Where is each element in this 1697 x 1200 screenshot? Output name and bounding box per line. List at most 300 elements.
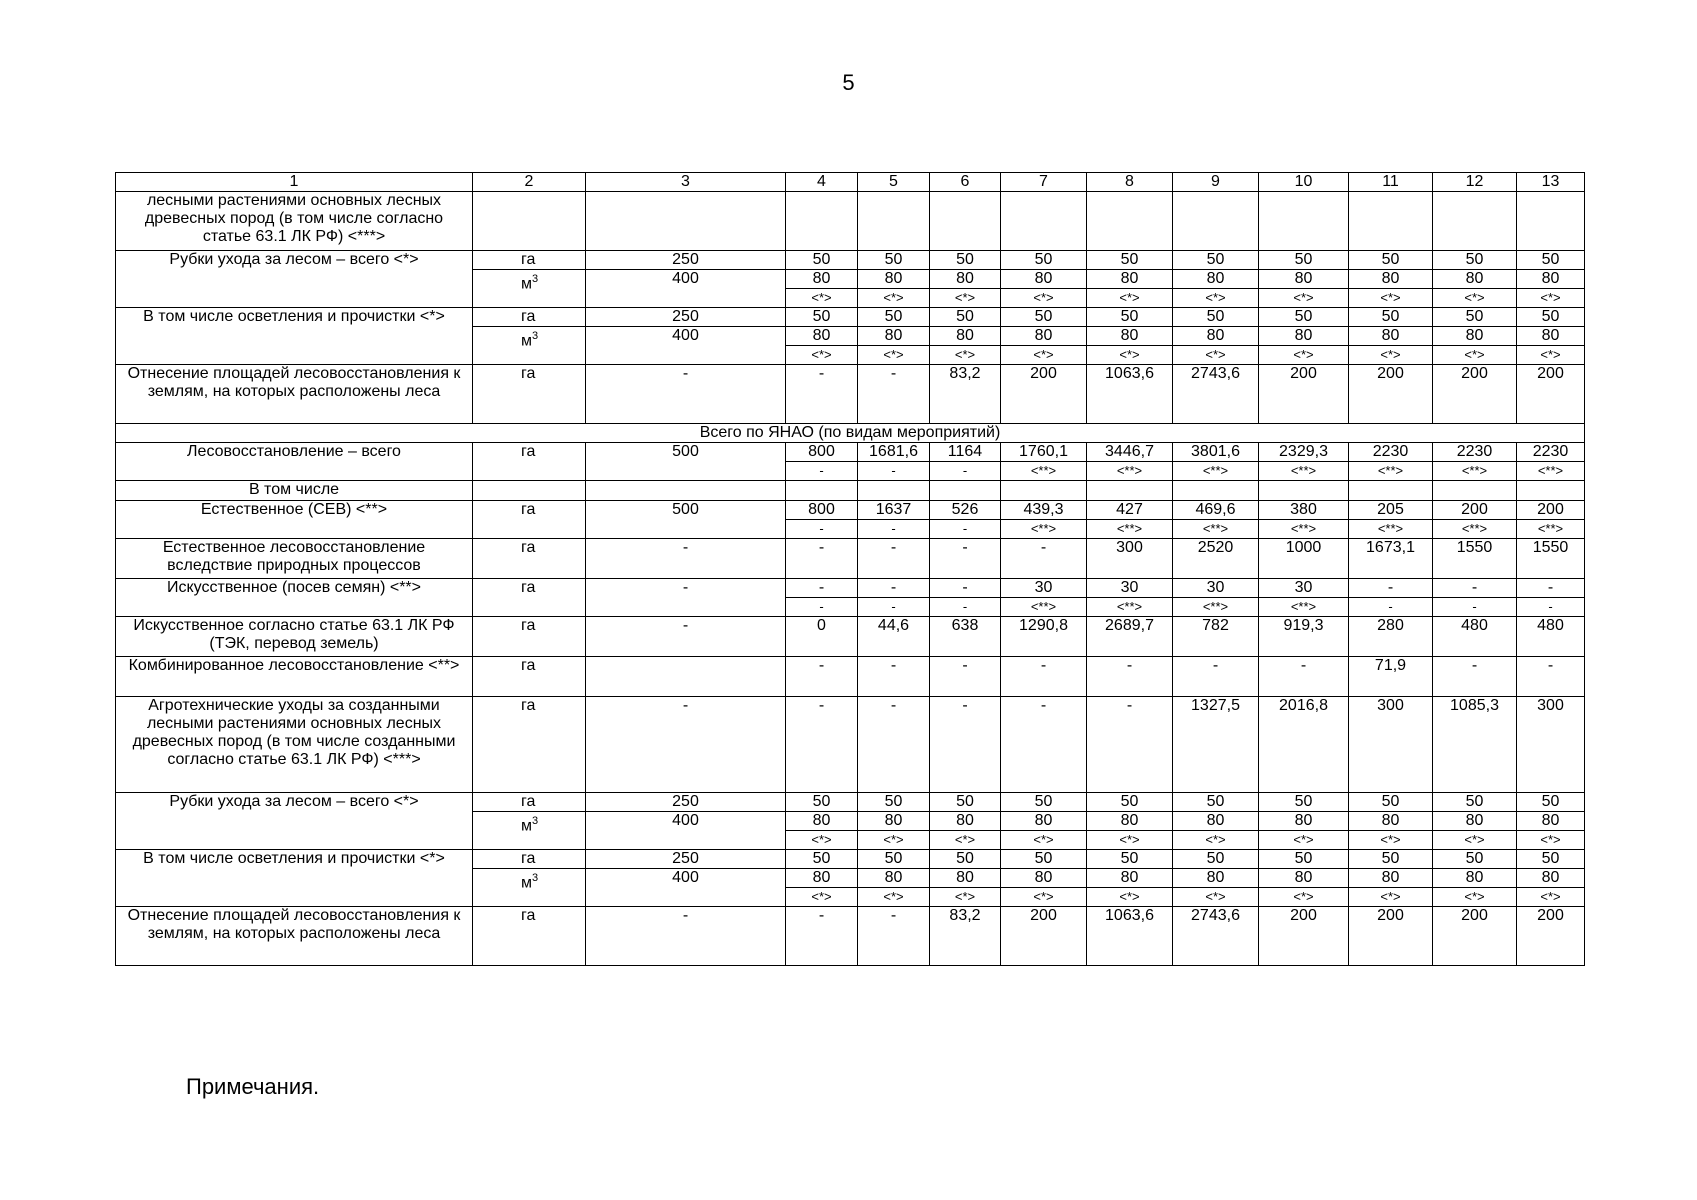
row-label: Отнесение площадей лесовосстановления к землям, на которых расположены леса xyxy=(116,907,473,966)
value-cell: 50 xyxy=(1259,251,1349,270)
value-cell xyxy=(1349,192,1433,251)
value-cell: 44,6 xyxy=(858,617,930,657)
norm-cell: - xyxy=(586,907,786,966)
value-cell: - xyxy=(1087,657,1173,697)
footnote-cell: <*> xyxy=(930,888,1001,907)
value-cell: 50 xyxy=(1001,793,1087,812)
table-row xyxy=(116,443,1585,462)
value-cell: 200 xyxy=(1517,907,1585,966)
value-cell: 50 xyxy=(1001,850,1087,869)
value-cell xyxy=(1087,481,1173,501)
table-row xyxy=(116,793,1585,812)
table-row xyxy=(116,308,1585,327)
value-cell: 3446,7 xyxy=(1087,443,1173,462)
value-cell: 800 xyxy=(786,443,858,462)
unit-cell-ha: га xyxy=(473,793,586,812)
value-cell: 80 xyxy=(1349,869,1433,888)
footnote-cell: <*> xyxy=(1259,831,1349,850)
value-cell: - xyxy=(786,579,858,598)
value-cell: 50 xyxy=(1433,850,1517,869)
table-row xyxy=(116,365,1585,424)
column-number-header: 12 xyxy=(1433,173,1517,192)
table-row xyxy=(116,657,1585,697)
footnote-cell: <*> xyxy=(786,888,858,907)
footnote-cell: <*> xyxy=(1349,346,1433,365)
value-cell: 80 xyxy=(1001,812,1087,831)
value-cell: - xyxy=(930,657,1001,697)
value-cell: 80 xyxy=(1087,812,1173,831)
value-cell: 1063,6 xyxy=(1087,365,1173,424)
value-cell: 50 xyxy=(1433,251,1517,270)
notes-heading: Примечания. xyxy=(186,1074,320,1099)
footnote-cell: - xyxy=(1433,598,1517,617)
value-cell: 50 xyxy=(930,251,1001,270)
footnote-cell: <*> xyxy=(1087,289,1173,308)
value-cell: 80 xyxy=(1517,869,1585,888)
footnote-cell: <*> xyxy=(1517,289,1585,308)
unit-cell: га xyxy=(473,539,586,579)
value-cell: 80 xyxy=(1259,869,1349,888)
value-cell xyxy=(1517,481,1585,501)
footnote-cell: - xyxy=(1349,598,1433,617)
value-cell: 2016,8 xyxy=(1259,697,1349,793)
norm-cell: - xyxy=(586,579,786,617)
value-cell: 50 xyxy=(1087,308,1173,327)
value-cell xyxy=(1173,481,1259,501)
value-cell: 80 xyxy=(1517,327,1585,346)
column-number-header: 7 xyxy=(1001,173,1087,192)
footnote-cell: <*> xyxy=(1517,888,1585,907)
value-cell: - xyxy=(1001,539,1087,579)
footnote-cell: <**> xyxy=(1087,598,1173,617)
norm-cell: 250 xyxy=(586,251,786,270)
value-cell: 30 xyxy=(1001,579,1087,598)
value-cell: 50 xyxy=(1517,793,1585,812)
value-cell: 80 xyxy=(1259,812,1349,831)
value-cell: 50 xyxy=(930,308,1001,327)
footnote-cell: - xyxy=(1517,598,1585,617)
value-cell: 80 xyxy=(1001,327,1087,346)
footnote-cell: <*> xyxy=(1433,346,1517,365)
value-cell: 80 xyxy=(1433,812,1517,831)
footnote-cell: - xyxy=(858,462,930,481)
row-label: Искусственное согласно статье 63.1 ЛК РФ (ТЭК, перевод земель) xyxy=(116,617,473,657)
value-cell: 80 xyxy=(1173,812,1259,831)
footnote-cell: <**> xyxy=(1087,462,1173,481)
footnote-cell: <*> xyxy=(1087,888,1173,907)
value-cell: 50 xyxy=(1173,793,1259,812)
value-cell: 50 xyxy=(1173,850,1259,869)
value-cell xyxy=(786,192,858,251)
value-cell xyxy=(1001,192,1087,251)
footnote-cell: <**> xyxy=(1259,520,1349,539)
value-cell: 80 xyxy=(1259,327,1349,346)
value-cell: 50 xyxy=(858,308,930,327)
row-label: Естественное лесовосстановление вследствие природных процессов xyxy=(116,539,473,579)
value-cell: - xyxy=(858,657,930,697)
value-cell: 50 xyxy=(858,793,930,812)
footnote-cell: <**> xyxy=(1349,462,1433,481)
footnote-cell: <**> xyxy=(1087,520,1173,539)
footnote-cell: <*> xyxy=(1517,346,1585,365)
value-cell: 2520 xyxy=(1173,539,1259,579)
norm-cell: 400 xyxy=(586,812,786,850)
unit-superscript: 3 xyxy=(532,872,539,884)
footnote-cell: <*> xyxy=(858,831,930,850)
unit-cell: га xyxy=(473,907,586,966)
footnote-cell: <*> xyxy=(1087,346,1173,365)
value-cell: 80 xyxy=(1433,869,1517,888)
footnote-cell: <*> xyxy=(1259,289,1349,308)
value-cell: 50 xyxy=(1433,793,1517,812)
value-cell: 80 xyxy=(1087,270,1173,289)
value-cell: 1673,1 xyxy=(1349,539,1433,579)
unit-cell: га xyxy=(473,657,586,697)
value-cell: 80 xyxy=(1173,869,1259,888)
footnote-cell: <*> xyxy=(858,346,930,365)
footnote-cell: <*> xyxy=(1001,346,1087,365)
value-cell: 200 xyxy=(1001,365,1087,424)
row-label: Отнесение площадей лесовосстановления к землям, на которых расположены леса xyxy=(116,365,473,424)
footnote-cell: <*> xyxy=(1349,888,1433,907)
footnote-cell: <*> xyxy=(1173,888,1259,907)
value-cell: 80 xyxy=(930,869,1001,888)
value-cell: 80 xyxy=(858,327,930,346)
table-row xyxy=(116,850,1585,869)
row-label: лесными растениями основных лесных древесных пород (в том числе согласно статье 63.1 ЛК РФ) <***> xyxy=(116,192,473,251)
footnote-cell: <*> xyxy=(930,831,1001,850)
footnote-cell: <*> xyxy=(858,888,930,907)
value-cell: 50 xyxy=(786,308,858,327)
norm-cell: 500 xyxy=(586,501,786,539)
unit-cell: га xyxy=(473,443,586,481)
value-cell: 80 xyxy=(1349,270,1433,289)
value-cell: 1637 xyxy=(858,501,930,520)
value-cell: 50 xyxy=(1087,850,1173,869)
value-cell: 2230 xyxy=(1517,443,1585,462)
row-label: Естественное (СЕВ) <**> xyxy=(116,501,473,539)
norm-cell: - xyxy=(586,617,786,657)
value-cell: 80 xyxy=(1349,327,1433,346)
footnote-cell: <*> xyxy=(1259,888,1349,907)
value-cell xyxy=(1173,192,1259,251)
norm-cell xyxy=(586,657,786,697)
footnote-cell: <*> xyxy=(930,289,1001,308)
value-cell: 50 xyxy=(1349,793,1433,812)
unit-cell: га xyxy=(473,617,586,657)
footnote-cell: - xyxy=(930,520,1001,539)
value-cell: 1063,6 xyxy=(1087,907,1173,966)
value-cell: 1164 xyxy=(930,443,1001,462)
value-cell: 200 xyxy=(1259,365,1349,424)
value-cell: 50 xyxy=(858,251,930,270)
footnote-cell: <**> xyxy=(1001,598,1087,617)
unit-cell: га xyxy=(473,501,586,539)
footnote-cell: <*> xyxy=(930,346,1001,365)
footnote-cell: - xyxy=(786,462,858,481)
value-cell: 2329,3 xyxy=(1259,443,1349,462)
footnote-cell: <**> xyxy=(1259,598,1349,617)
value-cell: 80 xyxy=(1001,270,1087,289)
footnote-cell: <**> xyxy=(1259,462,1349,481)
row-label: В том числе xyxy=(116,481,473,501)
value-cell: 50 xyxy=(1087,793,1173,812)
value-cell: 80 xyxy=(858,869,930,888)
value-cell: 1760,1 xyxy=(1001,443,1087,462)
value-cell: 200 xyxy=(1517,365,1585,424)
value-cell: 80 xyxy=(1349,812,1433,831)
value-cell: - xyxy=(858,539,930,579)
footnote-cell: <*> xyxy=(786,831,858,850)
value-cell: 50 xyxy=(930,793,1001,812)
unit-cell-m3: $м^3$ xyxy=(473,869,586,907)
value-cell: 50 xyxy=(930,850,1001,869)
footnote-cell: <*> xyxy=(1087,831,1173,850)
value-cell: 200 xyxy=(1433,365,1517,424)
value-cell: 80 xyxy=(1517,270,1585,289)
value-cell: - xyxy=(1433,657,1517,697)
footnote-cell: <*> xyxy=(1001,289,1087,308)
column-number-header: 11 xyxy=(1349,173,1433,192)
footnote-cell: <**> xyxy=(1001,520,1087,539)
value-cell: 80 xyxy=(786,327,858,346)
value-cell: 83,2 xyxy=(930,365,1001,424)
value-cell: - xyxy=(858,907,930,966)
column-number-header: 9 xyxy=(1173,173,1259,192)
table-row xyxy=(116,907,1585,966)
norm-cell: 250 xyxy=(586,793,786,812)
value-cell: 800 xyxy=(786,501,858,520)
footnote-cell: <**> xyxy=(1433,520,1517,539)
value-cell: 1290,8 xyxy=(1001,617,1087,657)
table-row xyxy=(116,579,1585,598)
footnote-cell: <*> xyxy=(1001,831,1087,850)
column-number-header: 10 xyxy=(1259,173,1349,192)
value-cell: 80 xyxy=(786,869,858,888)
footnote-cell: <*> xyxy=(1433,831,1517,850)
footnote-cell: <*> xyxy=(1173,289,1259,308)
value-cell xyxy=(1001,481,1087,501)
unit-cell-ha: га xyxy=(473,850,586,869)
value-cell: 80 xyxy=(930,270,1001,289)
value-cell xyxy=(1433,192,1517,251)
footnote-cell: - xyxy=(858,520,930,539)
value-cell: 919,3 xyxy=(1259,617,1349,657)
value-cell: 80 xyxy=(1087,327,1173,346)
value-cell: 2689,7 xyxy=(1087,617,1173,657)
footnote-cell: <*> xyxy=(1433,289,1517,308)
value-cell: - xyxy=(1087,697,1173,793)
value-cell: 205 xyxy=(1349,501,1433,520)
section-row xyxy=(116,424,1585,443)
norm-cell: - xyxy=(586,539,786,579)
column-number-header: 8 xyxy=(1087,173,1173,192)
table-row xyxy=(116,192,1585,251)
value-cell xyxy=(858,481,930,501)
norm-cell: 250 xyxy=(586,850,786,869)
value-cell: 50 xyxy=(1259,850,1349,869)
value-cell: 1085,3 xyxy=(1433,697,1517,793)
column-number-header: 6 xyxy=(930,173,1001,192)
value-cell: 80 xyxy=(930,812,1001,831)
footnote-cell: <*> xyxy=(1349,289,1433,308)
norm-cell: 250 xyxy=(586,308,786,327)
value-cell: 1550 xyxy=(1433,539,1517,579)
row-label: В том числе осветления и прочистки <*> xyxy=(116,850,473,907)
data-table xyxy=(115,172,1585,966)
value-cell: 200 xyxy=(1433,501,1517,520)
value-cell: 50 xyxy=(1349,308,1433,327)
value-cell: 300 xyxy=(1517,697,1585,793)
column-number-header: 5 xyxy=(858,173,930,192)
section-title: Всего по ЯНАО (по видам мероприятий) xyxy=(116,424,1585,443)
column-number-header: 3 xyxy=(586,173,786,192)
value-cell: 50 xyxy=(1433,308,1517,327)
value-cell: - xyxy=(1433,579,1517,598)
value-cell: 526 xyxy=(930,501,1001,520)
value-cell: 469,6 xyxy=(1173,501,1259,520)
norm-cell: 400 xyxy=(586,327,786,365)
value-cell: - xyxy=(930,697,1001,793)
value-cell: 439,3 xyxy=(1001,501,1087,520)
value-cell: - xyxy=(1001,657,1087,697)
column-number-header: 13 xyxy=(1517,173,1585,192)
value-cell xyxy=(786,481,858,501)
value-cell: 50 xyxy=(1001,251,1087,270)
value-cell: 0 xyxy=(786,617,858,657)
footnote-cell: <*> xyxy=(1433,888,1517,907)
value-cell: - xyxy=(786,697,858,793)
value-cell xyxy=(1259,192,1349,251)
value-cell: 50 xyxy=(1517,308,1585,327)
value-cell: - xyxy=(1259,657,1349,697)
value-cell xyxy=(1087,192,1173,251)
value-cell: 80 xyxy=(1433,270,1517,289)
value-cell: 380 xyxy=(1259,501,1349,520)
footnote-cell: <*> xyxy=(1001,888,1087,907)
value-cell: 80 xyxy=(930,327,1001,346)
row-label: Агротехнические уходы за созданными лесными растениями основных лесных древесных пород (в том числе созданными согласно статье 63.1 ЛК РФ) <***> xyxy=(116,697,473,793)
row-label: Рубки ухода за лесом – всего <*> xyxy=(116,251,473,308)
footnote-cell: <**> xyxy=(1433,462,1517,481)
value-cell: - xyxy=(786,539,858,579)
value-cell: 80 xyxy=(1087,869,1173,888)
value-cell xyxy=(1433,481,1517,501)
table-row xyxy=(116,697,1585,793)
value-cell: - xyxy=(858,365,930,424)
value-cell: 2230 xyxy=(1349,443,1433,462)
footnote-cell: <*> xyxy=(1259,346,1349,365)
unit-cell-ha: га xyxy=(473,308,586,327)
footnote-cell: - xyxy=(786,598,858,617)
value-cell: 1550 xyxy=(1517,539,1585,579)
value-cell: 1327,5 xyxy=(1173,697,1259,793)
footnote-cell: - xyxy=(786,520,858,539)
value-cell: 80 xyxy=(1173,327,1259,346)
value-cell: 200 xyxy=(1433,907,1517,966)
value-cell: 50 xyxy=(786,850,858,869)
value-cell: 200 xyxy=(1001,907,1087,966)
value-cell: 50 xyxy=(1087,251,1173,270)
table-row xyxy=(116,481,1585,501)
footnote-cell: <**> xyxy=(1517,462,1585,481)
value-cell: 80 xyxy=(858,812,930,831)
footnote-cell: <**> xyxy=(1173,462,1259,481)
value-cell: 2230 xyxy=(1433,443,1517,462)
table-row xyxy=(116,617,1585,657)
value-cell: - xyxy=(786,657,858,697)
footnote-cell: <**> xyxy=(1517,520,1585,539)
value-cell: 200 xyxy=(1517,501,1585,520)
row-label: В том числе осветления и прочистки <*> xyxy=(116,308,473,365)
table-row xyxy=(116,539,1585,579)
norm-cell: - xyxy=(586,697,786,793)
value-cell: 300 xyxy=(1349,697,1433,793)
row-label: Лесовосстановление – всего xyxy=(116,443,473,481)
footnote-cell: <*> xyxy=(786,346,858,365)
footnote-cell: <*> xyxy=(786,289,858,308)
value-cell: - xyxy=(786,907,858,966)
value-cell: 80 xyxy=(1001,869,1087,888)
value-cell: 50 xyxy=(786,793,858,812)
value-cell: 638 xyxy=(930,617,1001,657)
value-cell: 71,9 xyxy=(1349,657,1433,697)
value-cell: 280 xyxy=(1349,617,1433,657)
footnote-cell: <**> xyxy=(1173,598,1259,617)
footnote-cell: <*> xyxy=(1173,831,1259,850)
value-cell: 50 xyxy=(1259,793,1349,812)
table-row xyxy=(116,501,1585,520)
value-cell: 480 xyxy=(1517,617,1585,657)
value-cell: 50 xyxy=(858,850,930,869)
value-cell xyxy=(1349,481,1433,501)
norm-cell: 400 xyxy=(586,869,786,907)
value-cell: 80 xyxy=(1259,270,1349,289)
value-cell: 50 xyxy=(1001,308,1087,327)
unit-cell-m3: $м^3$ xyxy=(473,327,586,365)
value-cell xyxy=(930,192,1001,251)
unit-superscript: 3 xyxy=(532,815,539,827)
footnote-cell: - xyxy=(930,598,1001,617)
row-label: Рубки ухода за лесом – всего <*> xyxy=(116,793,473,850)
value-cell: 80 xyxy=(1517,812,1585,831)
footnote-cell: - xyxy=(858,598,930,617)
value-cell: 1000 xyxy=(1259,539,1349,579)
value-cell: 2743,6 xyxy=(1173,365,1259,424)
value-cell: - xyxy=(1349,579,1433,598)
value-cell: 80 xyxy=(786,270,858,289)
value-cell: - xyxy=(786,365,858,424)
footnote-cell: <*> xyxy=(1349,831,1433,850)
unit-cell-m3: $м^3$ xyxy=(473,270,586,308)
value-cell: - xyxy=(1173,657,1259,697)
value-cell: 30 xyxy=(1087,579,1173,598)
value-cell: - xyxy=(930,579,1001,598)
footnote-cell: <**> xyxy=(1173,520,1259,539)
value-cell: 427 xyxy=(1087,501,1173,520)
value-cell: 80 xyxy=(1433,327,1517,346)
unit-superscript: 3 xyxy=(532,273,539,285)
value-cell: 83,2 xyxy=(930,907,1001,966)
column-number-header: 4 xyxy=(786,173,858,192)
value-cell: 480 xyxy=(1433,617,1517,657)
value-cell: 80 xyxy=(1173,270,1259,289)
unit-cell xyxy=(473,192,586,251)
value-cell: 80 xyxy=(786,812,858,831)
footnote-cell: <*> xyxy=(1173,346,1259,365)
value-cell: 50 xyxy=(1349,251,1433,270)
column-number-header: 2 xyxy=(473,173,586,192)
